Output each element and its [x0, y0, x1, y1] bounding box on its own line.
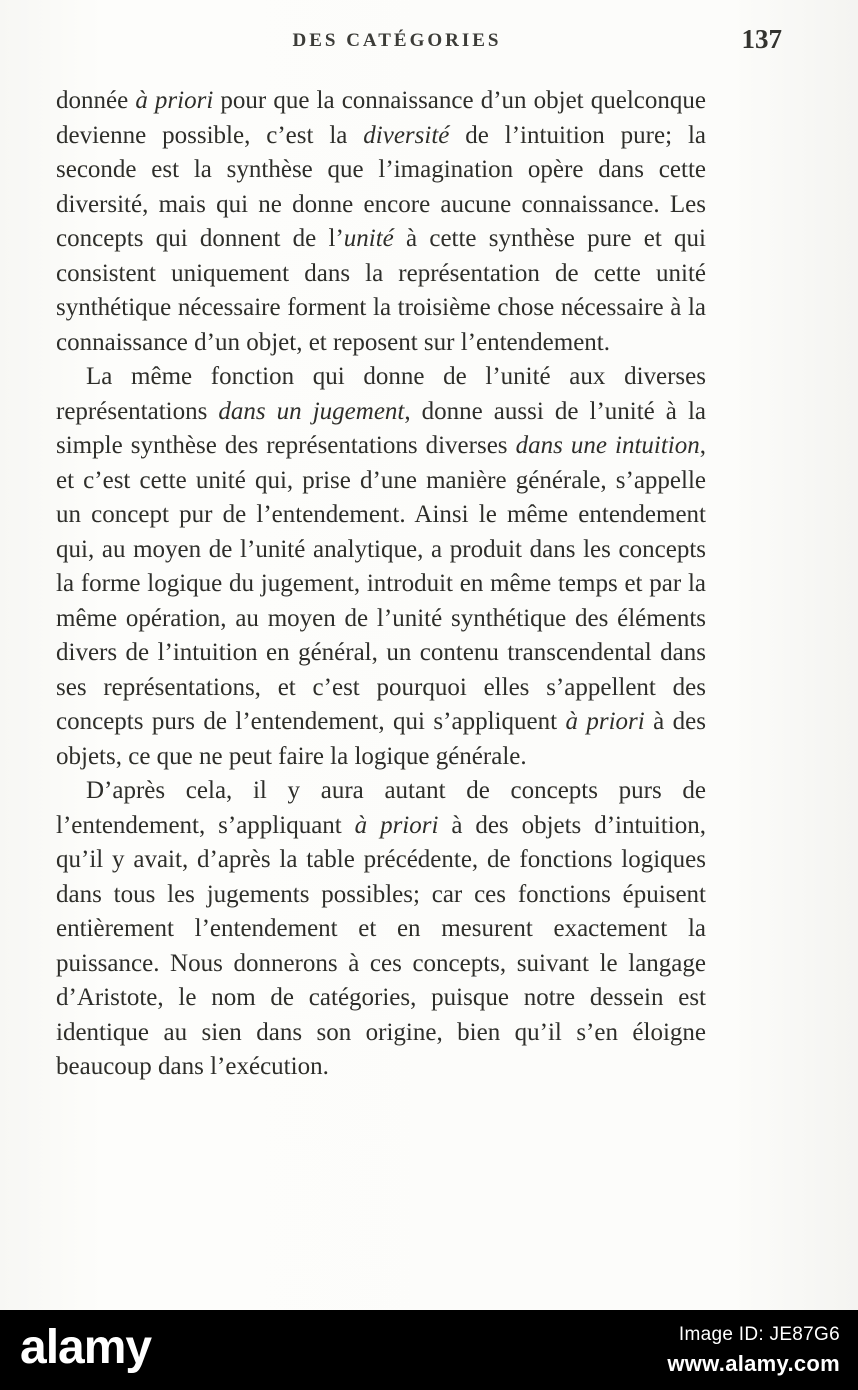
- page-number: 137: [741, 24, 782, 54]
- page-header: [56, 24, 782, 68]
- page-body: [56, 84, 706, 1085]
- alamy-url: www.alamy.com: [667, 1350, 840, 1376]
- watermark-meta: [667, 1324, 840, 1377]
- paragraph: La même fonction qui donne de l’unité aux diverses représentations dans un jugement, donne aussi de l’unité à la simple synthèse des représentations diverses dans une intuition, et c’est cette unité qui, prise d’une manière générale, s’appelle un concept pur de l’entendement. Ainsi le même entendement qui, au moyen de l’unité analytique, a produit dans les concepts la forme logique du jugement, introduit en même temps et par la même opération, au moyen de l’unité synthétique des éléments divers de l’intuition en général, un contenu transcendental dans ses représentations, et c’est pourquoi elles s’appellent des concepts purs de l’entendement, qui s’appliquent à priori à des objets, ce que ne peut faire la logique générale.: [56, 363, 707, 770]
- running-title: DES CATÉGORIES: [292, 30, 502, 51]
- paragraph: D’après cela, il y aura autant de concepts purs de l’entendement, s’appliquant à priori à des objets d’intuition, qu’il y avait, d’après la table précédente, de fonctions logiques dans tous les jugements possibles; car ces fonctions épuisent entièrement l’entendement et en mesurent exactement la puissance. Nous donnerons à ces concepts, suivant le langage d’Aristote, le nom de catégories, puisque notre dessein est identique au sien dans son origine, bien qu’il s’en éloigne beaucoup dans l’exécution.: [56, 777, 706, 1080]
- image-id-label: Image ID: JE87G6: [678, 1323, 840, 1345]
- paragraph: donnée à priori pour que la connaissance d’un objet quelconque devienne possible, c’est la diversité de l’intuition pure; la seconde est la synthèse que l’imagination opère dans cette diversité, mais qui ne donne encore aucune connaissance. Les concepts qui donnent de l’unité à cette synthèse pure et qui consistent uniquement dans la représentation de cette unité synthétique nécessaire forment la troisième chose nécessaire à la connaissance d’un objet, et reposent sur l’entendement.: [56, 87, 706, 356]
- alamy-logo: alamy: [20, 1321, 152, 1374]
- watermark-bar: [0, 1310, 858, 1390]
